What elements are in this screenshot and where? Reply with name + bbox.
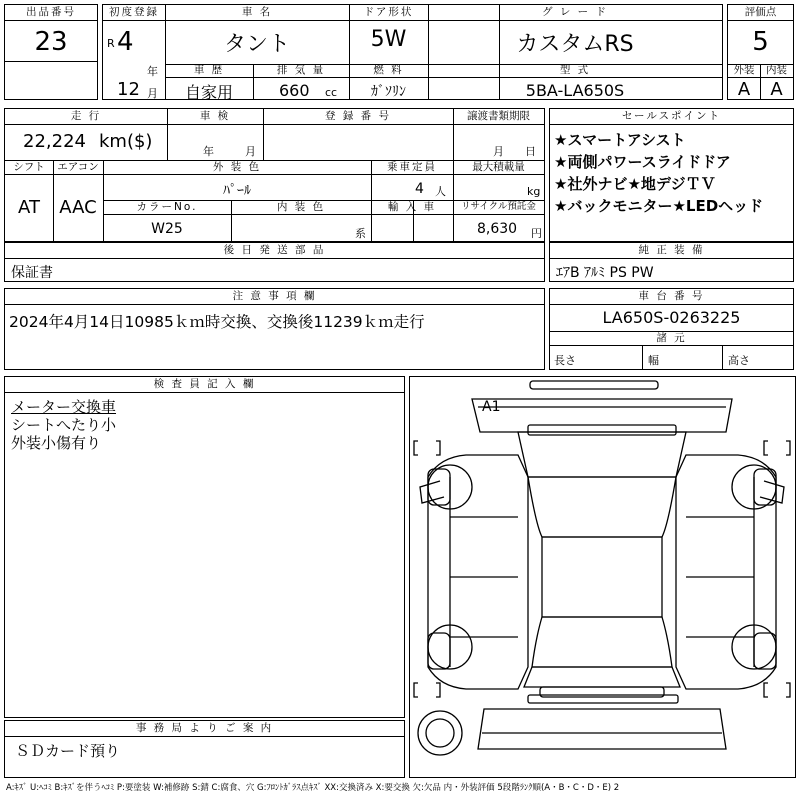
- fuel: ｶﾞｿﾘﾝ: [371, 84, 406, 100]
- vehicle-header-box: [102, 4, 723, 100]
- interior-grade: A: [770, 79, 783, 100]
- recycle-unit: 円: [531, 227, 542, 240]
- recycle-deposit: 8,630: [477, 221, 518, 237]
- displacement-unit: cc: [325, 86, 338, 99]
- score-label: 評価点: [744, 6, 777, 18]
- history: 自家用: [184, 83, 233, 102]
- inspection-month-unit: 月: [245, 145, 256, 158]
- width-label: 幅: [648, 354, 659, 367]
- int-color-label: 内 装 色: [276, 201, 326, 213]
- aircon: AAC: [59, 197, 97, 218]
- mileage-label: 走 行: [70, 110, 102, 122]
- transfer-day-unit: 日: [525, 145, 536, 158]
- later-parts-label: 後 日 発 送 部 品: [223, 244, 326, 256]
- load-unit: kg: [527, 185, 541, 198]
- grade-label: グ レ ー ド: [541, 6, 608, 18]
- transfer-label: 譲渡書類期限: [467, 110, 530, 122]
- exterior-grade-label: 外装: [733, 64, 755, 76]
- office-label: 事 務 局 よ り ご 案 内: [135, 722, 274, 734]
- displacement-label: 排 気 量: [276, 64, 326, 76]
- sales-point-1: ★スマートアシスト: [554, 131, 686, 149]
- score-box: [727, 4, 794, 100]
- sales-point-4: ★バックモニター★LEDヘッド: [554, 197, 764, 215]
- fuel-label: 燃 料: [373, 64, 404, 76]
- later-parts: 保証書: [11, 265, 53, 281]
- displacement: 660: [279, 81, 310, 100]
- car-name: タント: [223, 32, 290, 57]
- registration-month: 12: [117, 79, 140, 100]
- inspection-label: 車 検: [199, 110, 231, 122]
- load-label: 最大積載量: [472, 161, 525, 173]
- seats-unit: 人: [435, 185, 446, 198]
- legend: A:ｷｽﾞ U:ﾍｺﾐ B:ｷｽﾞを伴うﾍｺﾐ P:要塗装 W:補修跡 S:錆 C:腐食、穴 G:ﾌﾛﾝﾄｶﾞﾗｽ点ｷｽﾞ XX:交換済み X:要交換 欠:欠品 内・外装評価 5段階ﾗﾝｸ順(A・B・C・D・E) 2: [6, 783, 620, 793]
- recycle-label: リサイクル預託金: [461, 201, 536, 212]
- notes-box: [4, 288, 545, 370]
- first-registration-label: 初度登録: [109, 6, 159, 18]
- car-name-label: 車 名: [241, 6, 273, 18]
- transfer-month-unit: 月: [493, 145, 504, 158]
- sales-point-2: ★両側パワースライドドア: [554, 153, 731, 171]
- office-box: [4, 720, 405, 778]
- interior-grade-label: 内装: [766, 64, 787, 76]
- damage-mark-a1: A1: [482, 399, 501, 415]
- inspector-line-2: シートへたり小: [11, 416, 117, 434]
- month-unit: 月: [147, 87, 158, 100]
- car-diagram: [409, 376, 796, 778]
- inspector-label: 検 査 員 記 入 欄: [153, 378, 256, 390]
- sales-point-3: ★社外ナビ★地デジＴＶ: [554, 175, 716, 193]
- inspector-box: [4, 376, 405, 718]
- chassis-box: [549, 288, 794, 370]
- registration-year: 4: [117, 27, 134, 57]
- sales-points-label: セールスポイント: [621, 110, 722, 122]
- mileage: 22,224: [23, 131, 86, 152]
- int-color-unit: 系: [355, 227, 366, 240]
- lot-label: 出品番号: [26, 6, 76, 18]
- sales-points-box: [549, 108, 794, 242]
- shift-label: シフト: [13, 161, 45, 173]
- inspector-line-1: メーター交換車: [11, 398, 117, 416]
- color-no: W25: [151, 221, 183, 237]
- import-label: 輸 入 車: [387, 201, 437, 213]
- era-letter: R: [107, 37, 115, 50]
- seats-label: 乗車定員: [387, 161, 437, 173]
- plate-label: 登 録 番 号: [324, 110, 391, 122]
- dims-label: 諸 元: [656, 332, 687, 344]
- equipment: ｴｱB ｱﾙﾐ PS PW: [556, 265, 654, 281]
- model-label: 型 式: [559, 64, 591, 76]
- mileage-unit: km($): [99, 131, 153, 152]
- later-parts-box: [4, 242, 545, 282]
- door-type: 5W: [370, 27, 407, 52]
- details-box: [4, 108, 545, 242]
- equipment-label: 純 正 装 備: [638, 244, 705, 256]
- grade: カスタムRS: [516, 32, 634, 57]
- inspection-year-unit: 年: [203, 145, 214, 158]
- office-text: ＳＤカード預り: [15, 742, 121, 760]
- notes-text: 2024年4月14日10985ｋｍ時交換、交換後11239ｋｍ走行: [9, 313, 425, 331]
- car-outline-svg: [410, 377, 795, 777]
- overall-score: 5: [752, 27, 769, 57]
- lot-number: 23: [34, 27, 68, 57]
- door-label: ドア形状: [363, 6, 414, 18]
- inspector-line-3: 外装小傷有り: [11, 434, 102, 452]
- ext-color: ﾊﾟｰﾙ: [223, 183, 251, 199]
- color-no-label: カラーNo.: [136, 201, 198, 213]
- aircon-label: エアコン: [57, 161, 99, 173]
- notes-label: 注 意 事 項 欄: [232, 290, 317, 302]
- seats: 4: [415, 181, 424, 197]
- exterior-grade: A: [737, 79, 751, 100]
- ext-color-label: 外 装 色: [212, 161, 262, 173]
- model-code: 5BA-LA650S: [525, 81, 625, 100]
- length-label: 長さ: [554, 354, 576, 367]
- chassis-label: 車 台 番 号: [638, 290, 705, 302]
- equipment-box: [549, 242, 794, 282]
- history-label: 車 歴: [193, 64, 225, 76]
- height-label: 高さ: [728, 354, 750, 367]
- year-unit: 年: [147, 65, 158, 78]
- lot-box: [4, 4, 98, 100]
- shift: AT: [18, 197, 40, 218]
- chassis-number: LA650S-0263225: [602, 308, 741, 327]
